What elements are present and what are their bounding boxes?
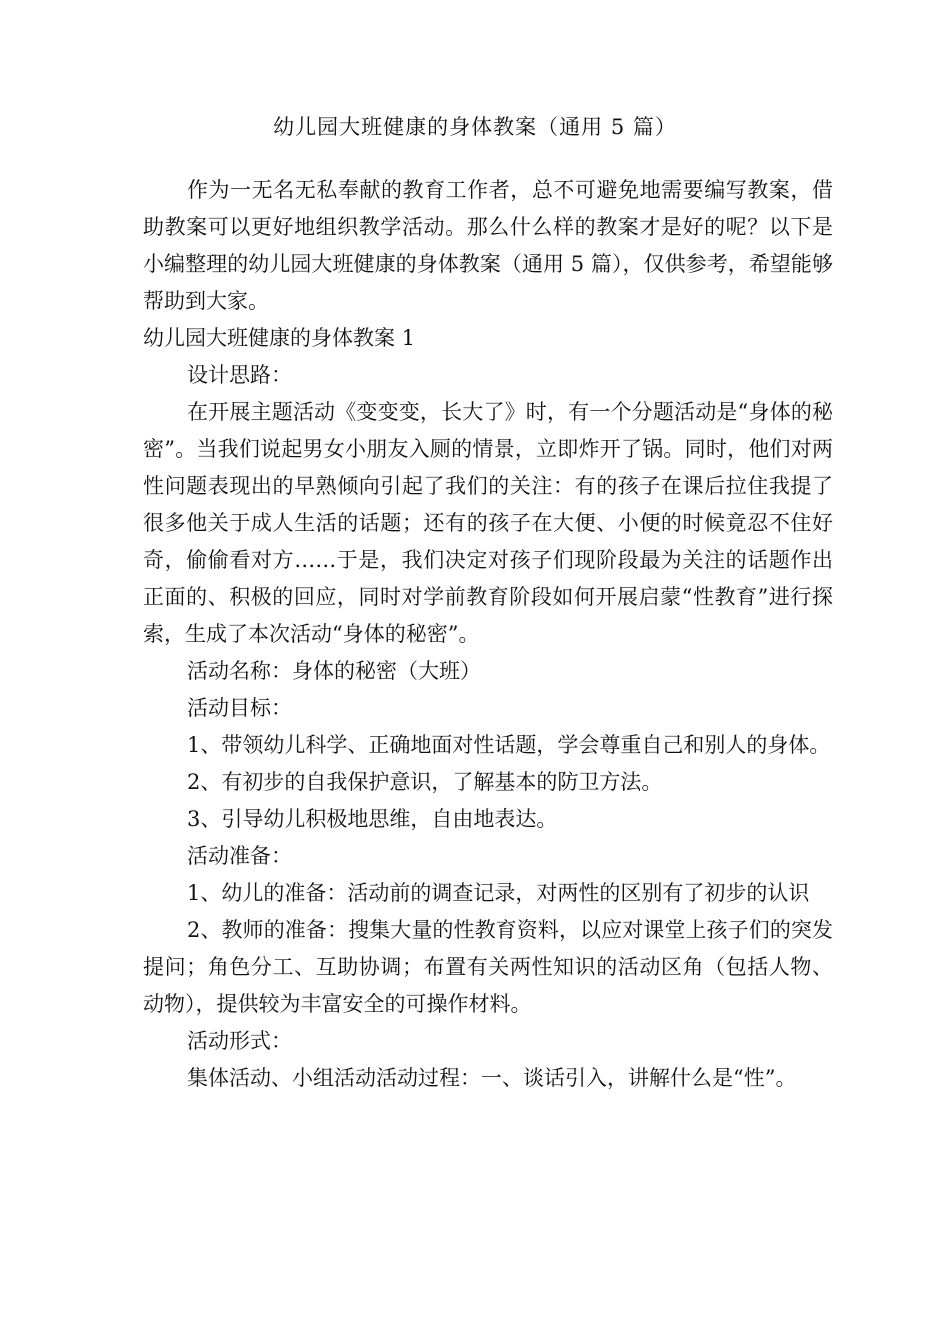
paragraph: 在开展主题活动《变变变，长大了》时，有一个分题活动是“身体的秘密”。当我们说起男女小朋友入厕的情景，立即炸开了锅。同时，他们对两性问题表现出的早熟倾向引起了我们的关注：有的孩子在课后拉住我提了很多他关于成人生活的话题；还有的孩子在大便、小便的时候竟忍不住好奇，偷偷看对方……于是，我们决定对孩子们现阶段最为关注的话题作出正面的、积极的回应，同时对学前教育阶段如何开展启蒙“性教育”进行探索，生成了本次活动“身体的秘密”。 xyxy=(143,400,833,646)
paragraph: 2、有初步的自我保护意识，了解基本的防卫方法。 xyxy=(187,770,663,794)
paragraph: 集体活动、小组活动活动过程：一、谈话引入，讲解什么是“性”。 xyxy=(187,1066,797,1090)
paragraph: 幼儿园大班健康的身体教案 1 xyxy=(143,326,416,350)
paragraph: 作为一无名无私奉献的教育工作者，总不可避免地需要编写教案，借助教案可以更好地组织教学活动。那么什么样的教案才是好的呢？以下是小编整理的幼儿园大班健康的身体教案（通用 5 篇），仅供参考，希望能够帮助到大家。 xyxy=(143,178,833,313)
paragraph: 1、幼儿的准备：活动前的调查记录，对两性的区别有了初步的认识 xyxy=(187,881,810,905)
document-title: 幼儿园大班健康的身体教案（通用 5 篇） xyxy=(273,115,677,139)
paragraph: 2、教师的准备：搜集大量的性教育资料，以应对课堂上孩子们的突发提问；角色分工、互助协调；布置有关两性知识的活动区角（包括人物、动物），提供较为丰富安全的可操作材料。 xyxy=(143,918,833,1016)
paragraph: 3、引导幼儿积极地思维，自由地表达。 xyxy=(187,807,558,831)
paragraph: 设计思路： xyxy=(187,363,292,387)
document-body xyxy=(143,172,833,1097)
paragraph: 活动名称：身体的秘密（大班） xyxy=(187,659,481,683)
paragraph: 活动目标： xyxy=(187,696,292,720)
paragraph: 活动准备： xyxy=(187,844,292,868)
paragraph: 活动形式： xyxy=(187,1029,292,1053)
paragraph: 1、带领幼儿科学、正确地面对性话题，学会尊重自己和别人的身体。 xyxy=(187,733,831,757)
